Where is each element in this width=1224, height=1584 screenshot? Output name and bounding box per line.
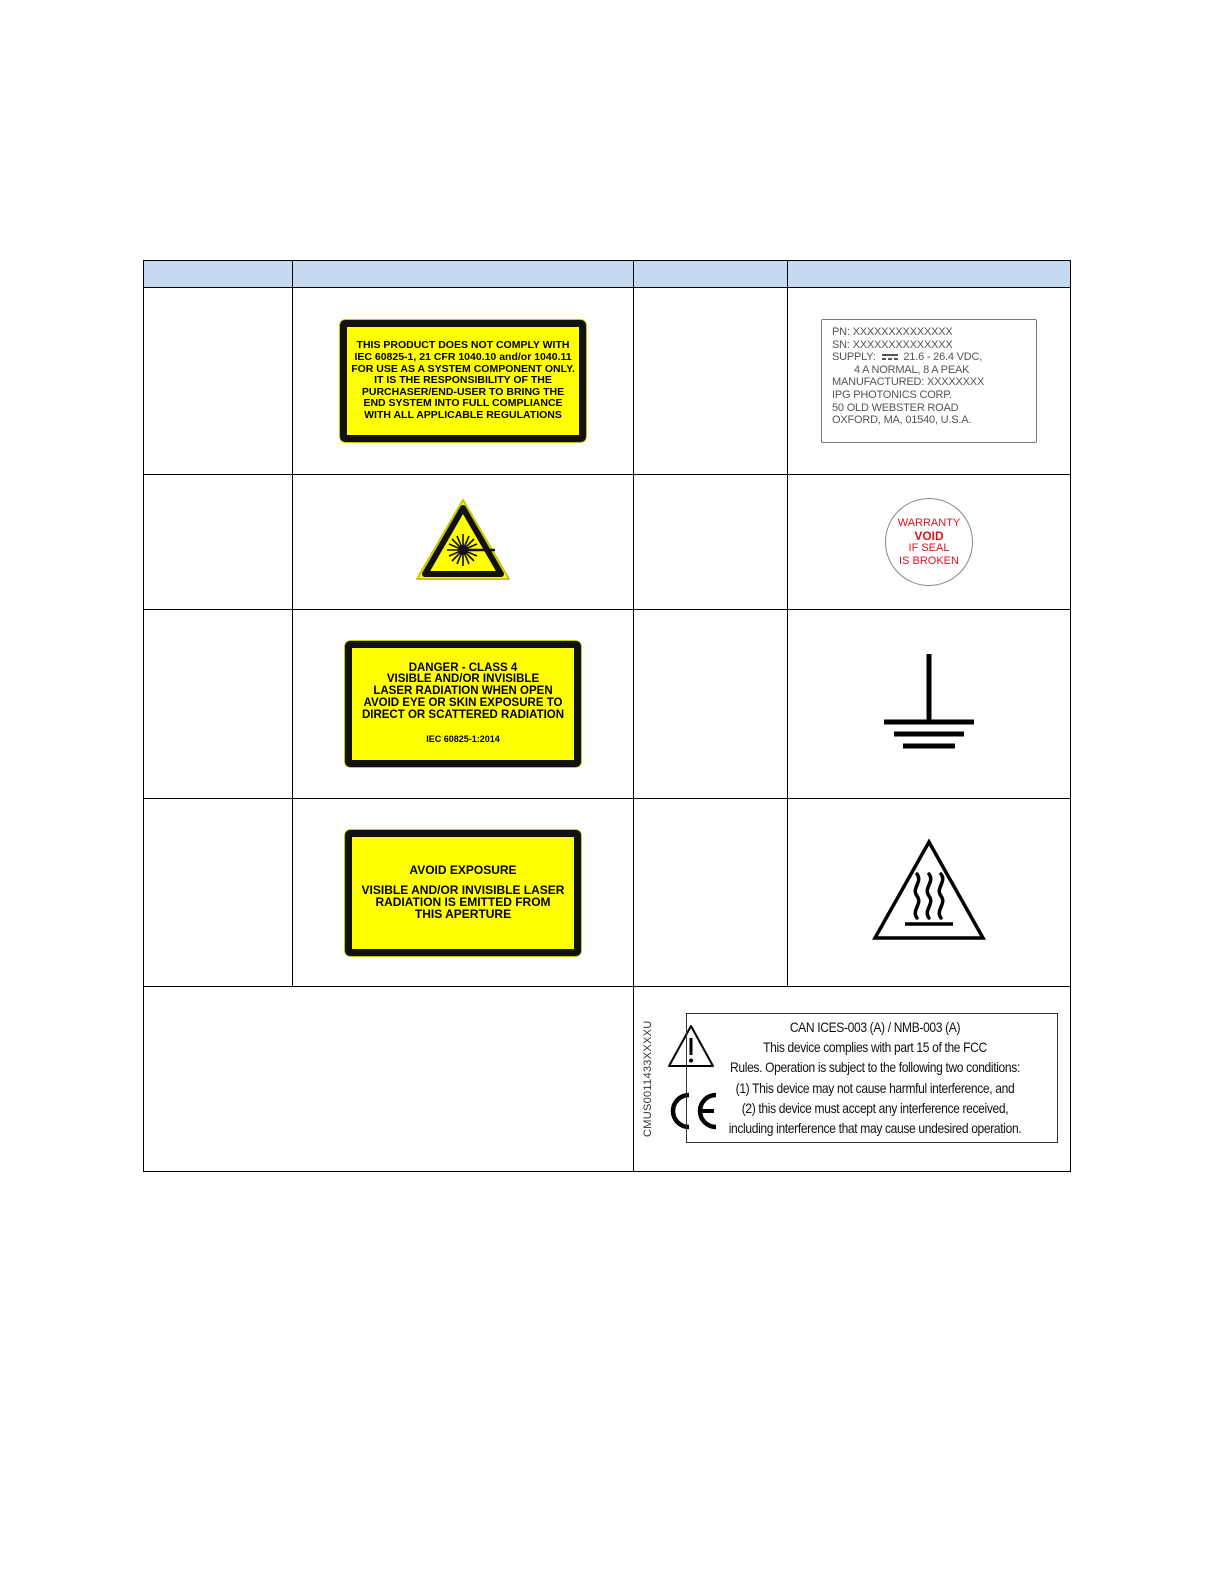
table-row — [144, 610, 1071, 799]
header-cell — [293, 261, 634, 288]
dc-current-icon — [882, 354, 898, 360]
label-line: IEC 60825-1, 21 CFR 1040.10 and/or 1040.11 — [354, 351, 572, 364]
label-image-cell — [293, 475, 634, 610]
table-row — [144, 799, 1071, 987]
fcc-line: This device complies with part 15 of the FCC — [763, 1039, 987, 1056]
fcc-text-box — [686, 1013, 1058, 1143]
row-label-cell — [634, 610, 788, 799]
seal-line: VOID — [914, 528, 944, 543]
compliance-warning-label — [339, 319, 587, 443]
fcc-line: (1) This device may not cause harmful interference, and — [735, 1079, 1015, 1096]
header-cell — [788, 261, 1071, 288]
label-line: THIS PRODUCT DOES NOT COMPLY WITH — [356, 339, 570, 352]
warranty-void-seal — [885, 498, 973, 586]
ground-icon — [881, 652, 977, 757]
label-line: PN: XXXXXXXXXXXXXX — [832, 326, 953, 338]
label-image-cell — [788, 288, 1071, 475]
label-line: AVOID EYE OR SKIN EXPOSURE TO — [363, 697, 563, 709]
label-line: VISIBLE AND/OR INVISIBLE LASER — [361, 882, 565, 897]
label-line: DANGER - CLASS 4 — [408, 661, 518, 674]
row-label-cell — [144, 288, 293, 475]
label-line: MANUFACTURED: XXXXXXXX — [832, 376, 985, 389]
seal-line: IS BROKEN — [899, 554, 959, 567]
seal-line: WARRANTY — [897, 517, 961, 529]
label-line: VISIBLE AND/OR INVISIBLE — [386, 673, 540, 686]
row-label-cell — [144, 475, 293, 610]
row-label-cell — [634, 475, 788, 610]
label-image-cell — [293, 288, 634, 475]
label-image-cell — [293, 799, 634, 987]
fcc-line: including interference that may cause undesired operation. — [728, 1120, 1022, 1137]
label-line: IT IS THE RESPONSIBILITY OF THE — [374, 374, 552, 387]
table-header-row — [144, 261, 1071, 288]
label-line: FOR USE AS A SYSTEM COMPONENT ONLY. — [351, 362, 575, 375]
hot-surface-icon — [871, 838, 987, 947]
laser-warning-icon — [415, 497, 511, 588]
label-line: 50 OLD WEBSTER ROAD — [832, 401, 959, 414]
label-image-cell — [788, 610, 1071, 799]
product-id-label — [821, 319, 1037, 443]
label-line: IEC 60825-1:2014 — [426, 733, 500, 744]
label-line: 21.6 - 26.4 VDC, — [903, 351, 983, 364]
row-label-cell — [634, 799, 788, 987]
fcc-side-code: CMUS0011433XXXXU — [642, 1020, 654, 1137]
row-label-cell — [634, 288, 788, 475]
label-line: PURCHASER/END-USER TO BRING THE — [361, 385, 565, 398]
label-image-cell — [293, 610, 634, 799]
label-line: DIRECT OR SCATTERED RADIATION — [361, 708, 565, 721]
fcc-line: CAN ICES-003 (A) / NMB-003 (A) — [789, 1019, 961, 1035]
label-line: AVOID EXPOSURE — [409, 863, 517, 878]
label-line: SUPPLY: — [832, 351, 876, 364]
fcc-line: Rules. Operation is subject to the following two conditions: — [730, 1059, 1020, 1076]
row-label-cell — [144, 610, 293, 799]
seal-line: IF SEAL — [908, 542, 950, 554]
label-line: END SYSTEM INTO FULL COMPLIANCE — [363, 397, 563, 410]
table-row — [144, 288, 1071, 475]
label-line: WITH ALL APPLICABLE REGULATIONS — [364, 408, 562, 421]
label-line: IPG PHOTONICS CORP. — [832, 388, 952, 401]
table-row — [144, 987, 1071, 1172]
label-line: RADIATION IS EMITTED FROM — [375, 895, 551, 909]
header-cell — [144, 261, 293, 288]
label-line: SN: XXXXXXXXXXXXXX — [832, 338, 953, 351]
label-line: LASER RADIATION WHEN OPEN — [373, 685, 553, 698]
bottom-left-cell — [144, 987, 634, 1172]
aperture-label — [344, 829, 582, 957]
supply-line — [832, 351, 1026, 364]
label-line: 4 A NORMAL, 8 A PEAK — [854, 363, 970, 376]
danger-class4-label — [344, 640, 582, 768]
table-row — [144, 475, 1071, 610]
label-line: THIS APERTURE — [414, 907, 512, 922]
label-line: OXFORD, MA, 01540, U.S.A. — [832, 414, 972, 427]
labels-table — [143, 260, 1071, 1172]
label-image-cell — [788, 799, 1071, 987]
label-image-cell — [788, 475, 1071, 610]
fcc-line: (2) this device must accept any interference received, — [741, 1099, 1009, 1116]
fcc-compliance-label — [634, 987, 1070, 1171]
fcc-label-cell — [634, 987, 1071, 1172]
header-cell — [634, 261, 788, 288]
row-label-cell — [144, 799, 293, 987]
